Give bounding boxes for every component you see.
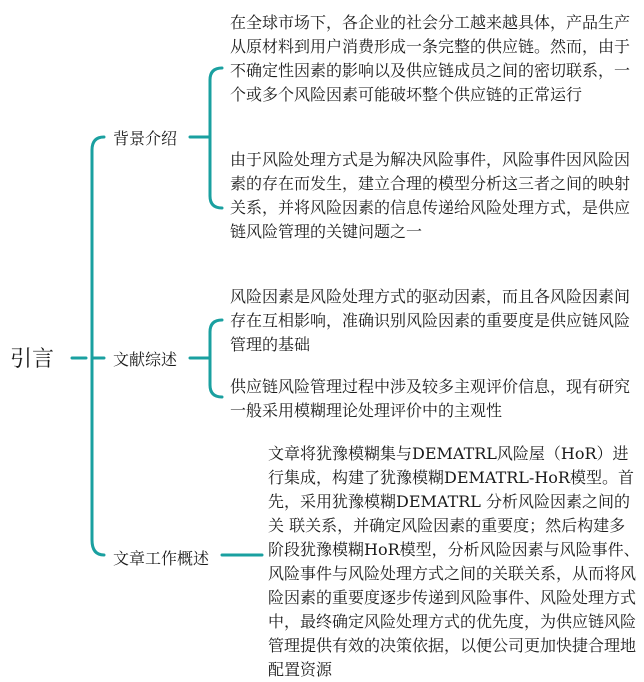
leaf-work-1[interactable]: 文章将犹豫模糊集与DEMATRL风险屋（HoR）进行集成，构建了犹豫模糊DEMATRL-HoR模型。首先，采用犹豫模糊DEMATRL 分析风险因素之间的关 联关系，并确定风险因素的重要度；然后构建多阶段犹豫模糊HoR模型，分析风险因素与风险事件、风险事件与风险处理方式之间的关联关系，从而将风险因素的重要度逐步传递到风险事件、风险处理方式中，最终确定风险处理方式的优先度，为供应链风险管理提供有效的决策依据，以便公司更加快捷合理地配置资源 [268, 444, 640, 679]
bracket-lit [210, 320, 222, 397]
branch-literature-review[interactable]: 文献综述 [113, 350, 178, 369]
branch-background[interactable]: 背景介绍 [113, 129, 178, 148]
leaf-literature-2[interactable]: 供应链风险管理过程中涉及较多主观评价信息，现有研究一般采用模糊理论处理评价中的主观性 [230, 377, 631, 420]
root-node[interactable]: 引言 [10, 347, 55, 372]
bracket-bg [210, 68, 222, 208]
leaf-background-2[interactable]: 由于风险处理方式是为解决风险事件，风险事件因风险因素的存在而发生，建立合理的模型分析这三者之间的映射关系，并将风险因素的信息传递给风险处理方式，是供应链风险管理的关键问题之一 [230, 150, 631, 241]
branch-work-overview[interactable]: 文章工作概述 [113, 549, 210, 568]
leaf-literature-1[interactable]: 风险因素是风险处理方式的驱动因素，而且各风险因素间存在互相影响，准确识别风险因素的重要度是供应链风险管理的基础 [230, 287, 631, 354]
root-bracket [92, 137, 104, 555]
leaf-background-1[interactable]: 在全球市场下，各企业的社会分工越来越具体，产品生产从原材料到用户消费形成一条完整的供应链。然而，由于不确定性因素的影响以及供应链成员之间的密切联系，一个或多个风险因素可能破坏整个供应链的正常运行 [230, 13, 631, 104]
